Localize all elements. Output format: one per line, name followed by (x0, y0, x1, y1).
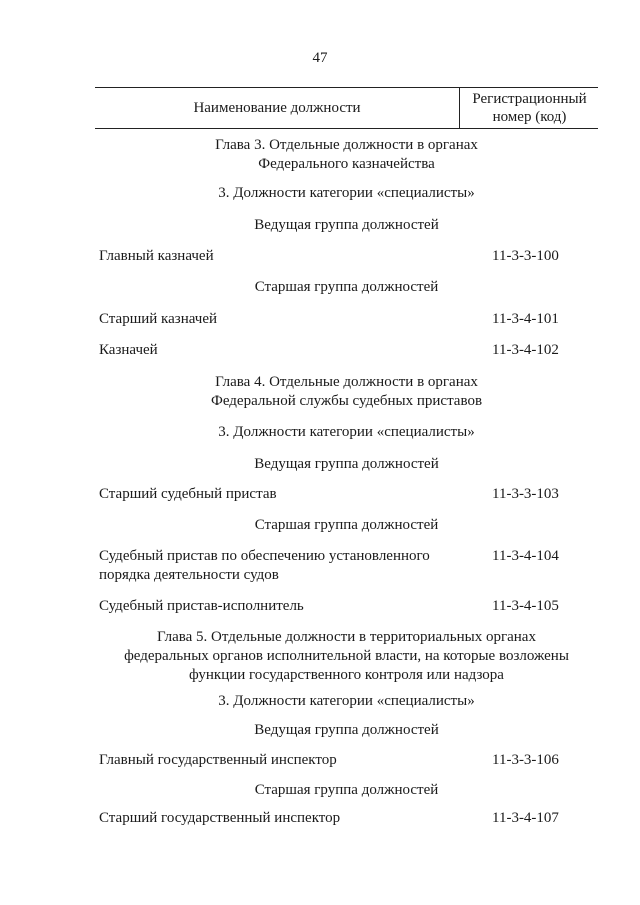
position-code: 11-3-4-107 (492, 810, 559, 826)
position-name-line2: порядка деятельности судов (99, 567, 279, 583)
position-name: Казначей (99, 342, 158, 358)
chapter3-category: 3. Должности категории «специалисты» (218, 185, 475, 201)
page-number: 47 (312, 50, 328, 66)
chapter5-group-leading: Ведущая группа должностей (254, 722, 439, 738)
chapter5-group-senior: Старшая группа должностей (254, 782, 439, 798)
chapter5-title-line3: функции государственного контроля или надзора (189, 667, 504, 683)
position-name: Старший судебный пристав (99, 486, 277, 502)
position-name-line1: Судебный пристав по обеспечению установленного (99, 548, 430, 564)
chapter3-title-line1: Глава 3. Отдельные должности в органах (215, 137, 478, 153)
chapter4-title-line1: Глава 4. Отдельные должности в органах (215, 374, 478, 390)
position-code: 11-3-3-100 (492, 248, 559, 264)
header-column-divider (459, 88, 460, 128)
chapter4-title-line2: Федеральной службы судебных приставов (210, 393, 483, 409)
position-name: Главный казначей (99, 248, 214, 264)
position-name: Судебный пристав-исполнитель (99, 598, 304, 614)
chapter3-group-leading: Ведущая группа должностей (254, 217, 439, 233)
header-code-line1: Регистрационный (472, 91, 587, 107)
position-code: 11-3-4-104 (492, 548, 559, 564)
header-code-column (461, 90, 598, 126)
table-header (95, 87, 598, 129)
chapter4-group-leading: Ведущая группа должностей (254, 456, 439, 472)
position-name: Главный государственный инспектор (99, 752, 337, 768)
chapter5-title-line2: федеральных органов исполнительной власти, на которые возложены (124, 648, 569, 664)
chapter5-category: 3. Должности категории «специалисты» (218, 693, 475, 709)
chapter4-group-senior: Старшая группа должностей (254, 517, 439, 533)
chapter3-group-senior: Старшая группа должностей (254, 279, 439, 295)
position-name: Старший государственный инспектор (99, 810, 341, 826)
position-name: Старший казначей (99, 311, 218, 327)
chapter4-category: 3. Должности категории «специалисты» (218, 424, 475, 440)
chapter5-title-line1: Глава 5. Отдельные должности в территориальных органах (157, 629, 536, 645)
position-code: 11-3-4-101 (492, 311, 559, 327)
header-name-column: Наименование должности (193, 99, 361, 116)
header-code-line2: номер (код) (492, 109, 567, 125)
chapter3-title-line2: Федерального казначейства (258, 156, 435, 172)
position-code: 11-3-4-102 (492, 342, 559, 358)
position-code: 11-3-3-103 (492, 486, 559, 502)
position-code: 11-3-3-106 (492, 752, 559, 768)
position-code: 11-3-4-105 (492, 598, 559, 614)
